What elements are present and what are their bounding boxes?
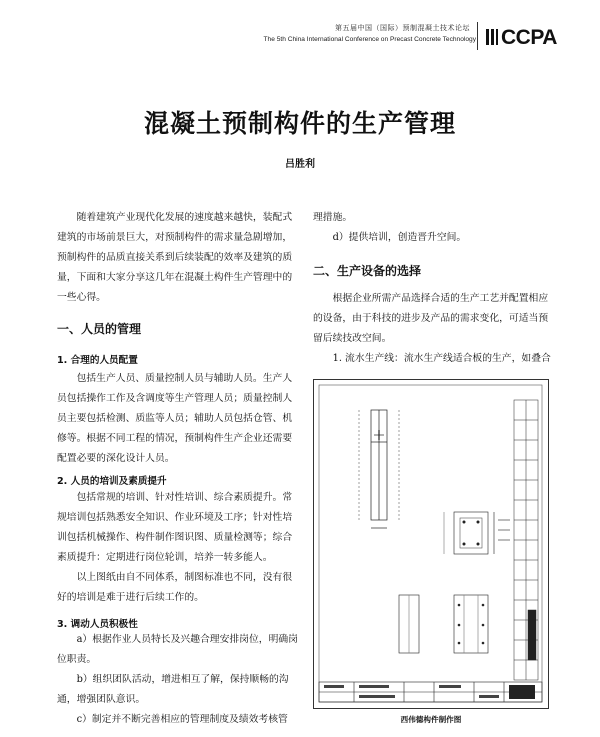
item-a: a）根据作业人员特长及兴趣合理安排岗位，明确岗位职责。: [57, 634, 298, 665]
section-1-2-heading: 2. 人员的培训及素质提升: [57, 476, 167, 487]
section-2-text: 根据企业所需产品选择合适的生产工艺并配置相应的设备，由于科技的进步及产品的需求变化，可适当预留后续技改空间。: [313, 293, 549, 344]
header-cn: 第五届中国（国际）预制混凝土技术论坛: [335, 24, 470, 32]
panel-elevation-2: [399, 595, 488, 653]
section-1-1-heading: 1. 合理的人员配置: [57, 355, 138, 366]
ccpa-logo: [485, 26, 557, 50]
item-d: d）提供培训，创造晋升空间。: [332, 232, 467, 243]
rebar-schedule-table: [514, 400, 538, 680]
paper-title: 混凝土预制构件的生产管理: [143, 109, 456, 138]
drawing-svg: [314, 380, 547, 707]
section-1-3-heading: 3. 调动人员积极性: [57, 619, 138, 630]
panel-elevation-1: [359, 410, 399, 528]
intro-paragraph: 随着建筑产业现代化发展的速度越来越快，装配式建筑的市场前景巨大，对预制构件的需求量急剧增加，预制构件的品质直接关系到后续装配的效率及建筑的质量，下面和大家分享这几年在混凝土构件生产管理中的一些心得。: [57, 212, 293, 303]
header-en: The 5th China International Conference on Precast Concrete Technology: [263, 36, 476, 43]
section-1-1-text: 包括生产人员、质量控制人员与辅助人员。生产人员包括操作工作及含调度等生产管理人员；质量控制人员主要包括检测、质监等人员；辅助人员包括仓管、机修等。根据不同工程的情况，预制构件生产企业还需要配置必要的深化设计人员。: [57, 373, 293, 464]
section-1-2-text: 包括常规的培训、针对性培训、综合素质提升。常规培训包括熟悉安全知识、作业环境及工序；针对性培训包括机械操作、构件制作图识图、质量检测等；综合素质提升：定期进行岗位轮训，培养一转多能人。: [57, 492, 293, 563]
continued-text: 理措施。: [313, 212, 353, 223]
logo-text: CCPA: [501, 26, 557, 49]
section-2-1-text: 1. 流水生产线：流水生产线适合板的生产，如叠合: [332, 353, 551, 364]
item-c: c）制定并不断完善相应的管理制度及绩效考核管: [76, 714, 288, 725]
logo-mark-icon: [485, 28, 501, 46]
section-1-2-text2: 以上图纸由自不同体系，制图标准也不同，没有很好的培训是难于进行后续工作的。: [57, 572, 293, 603]
author: 吕胜利: [285, 159, 315, 170]
figure-caption: 西伟德构件制作图: [400, 715, 462, 724]
section-1-heading: 一、人员的管理: [57, 322, 142, 336]
section-2-heading: 二、生产设备的选择: [313, 264, 422, 278]
component-drawing-figure: [313, 379, 549, 709]
title-block: [319, 682, 542, 702]
section-view: [444, 512, 510, 554]
header-separator: [477, 22, 478, 50]
item-b: b）组织团队活动，增进相互了解，保持顺畅的沟通，增强团队意识。: [57, 674, 289, 705]
